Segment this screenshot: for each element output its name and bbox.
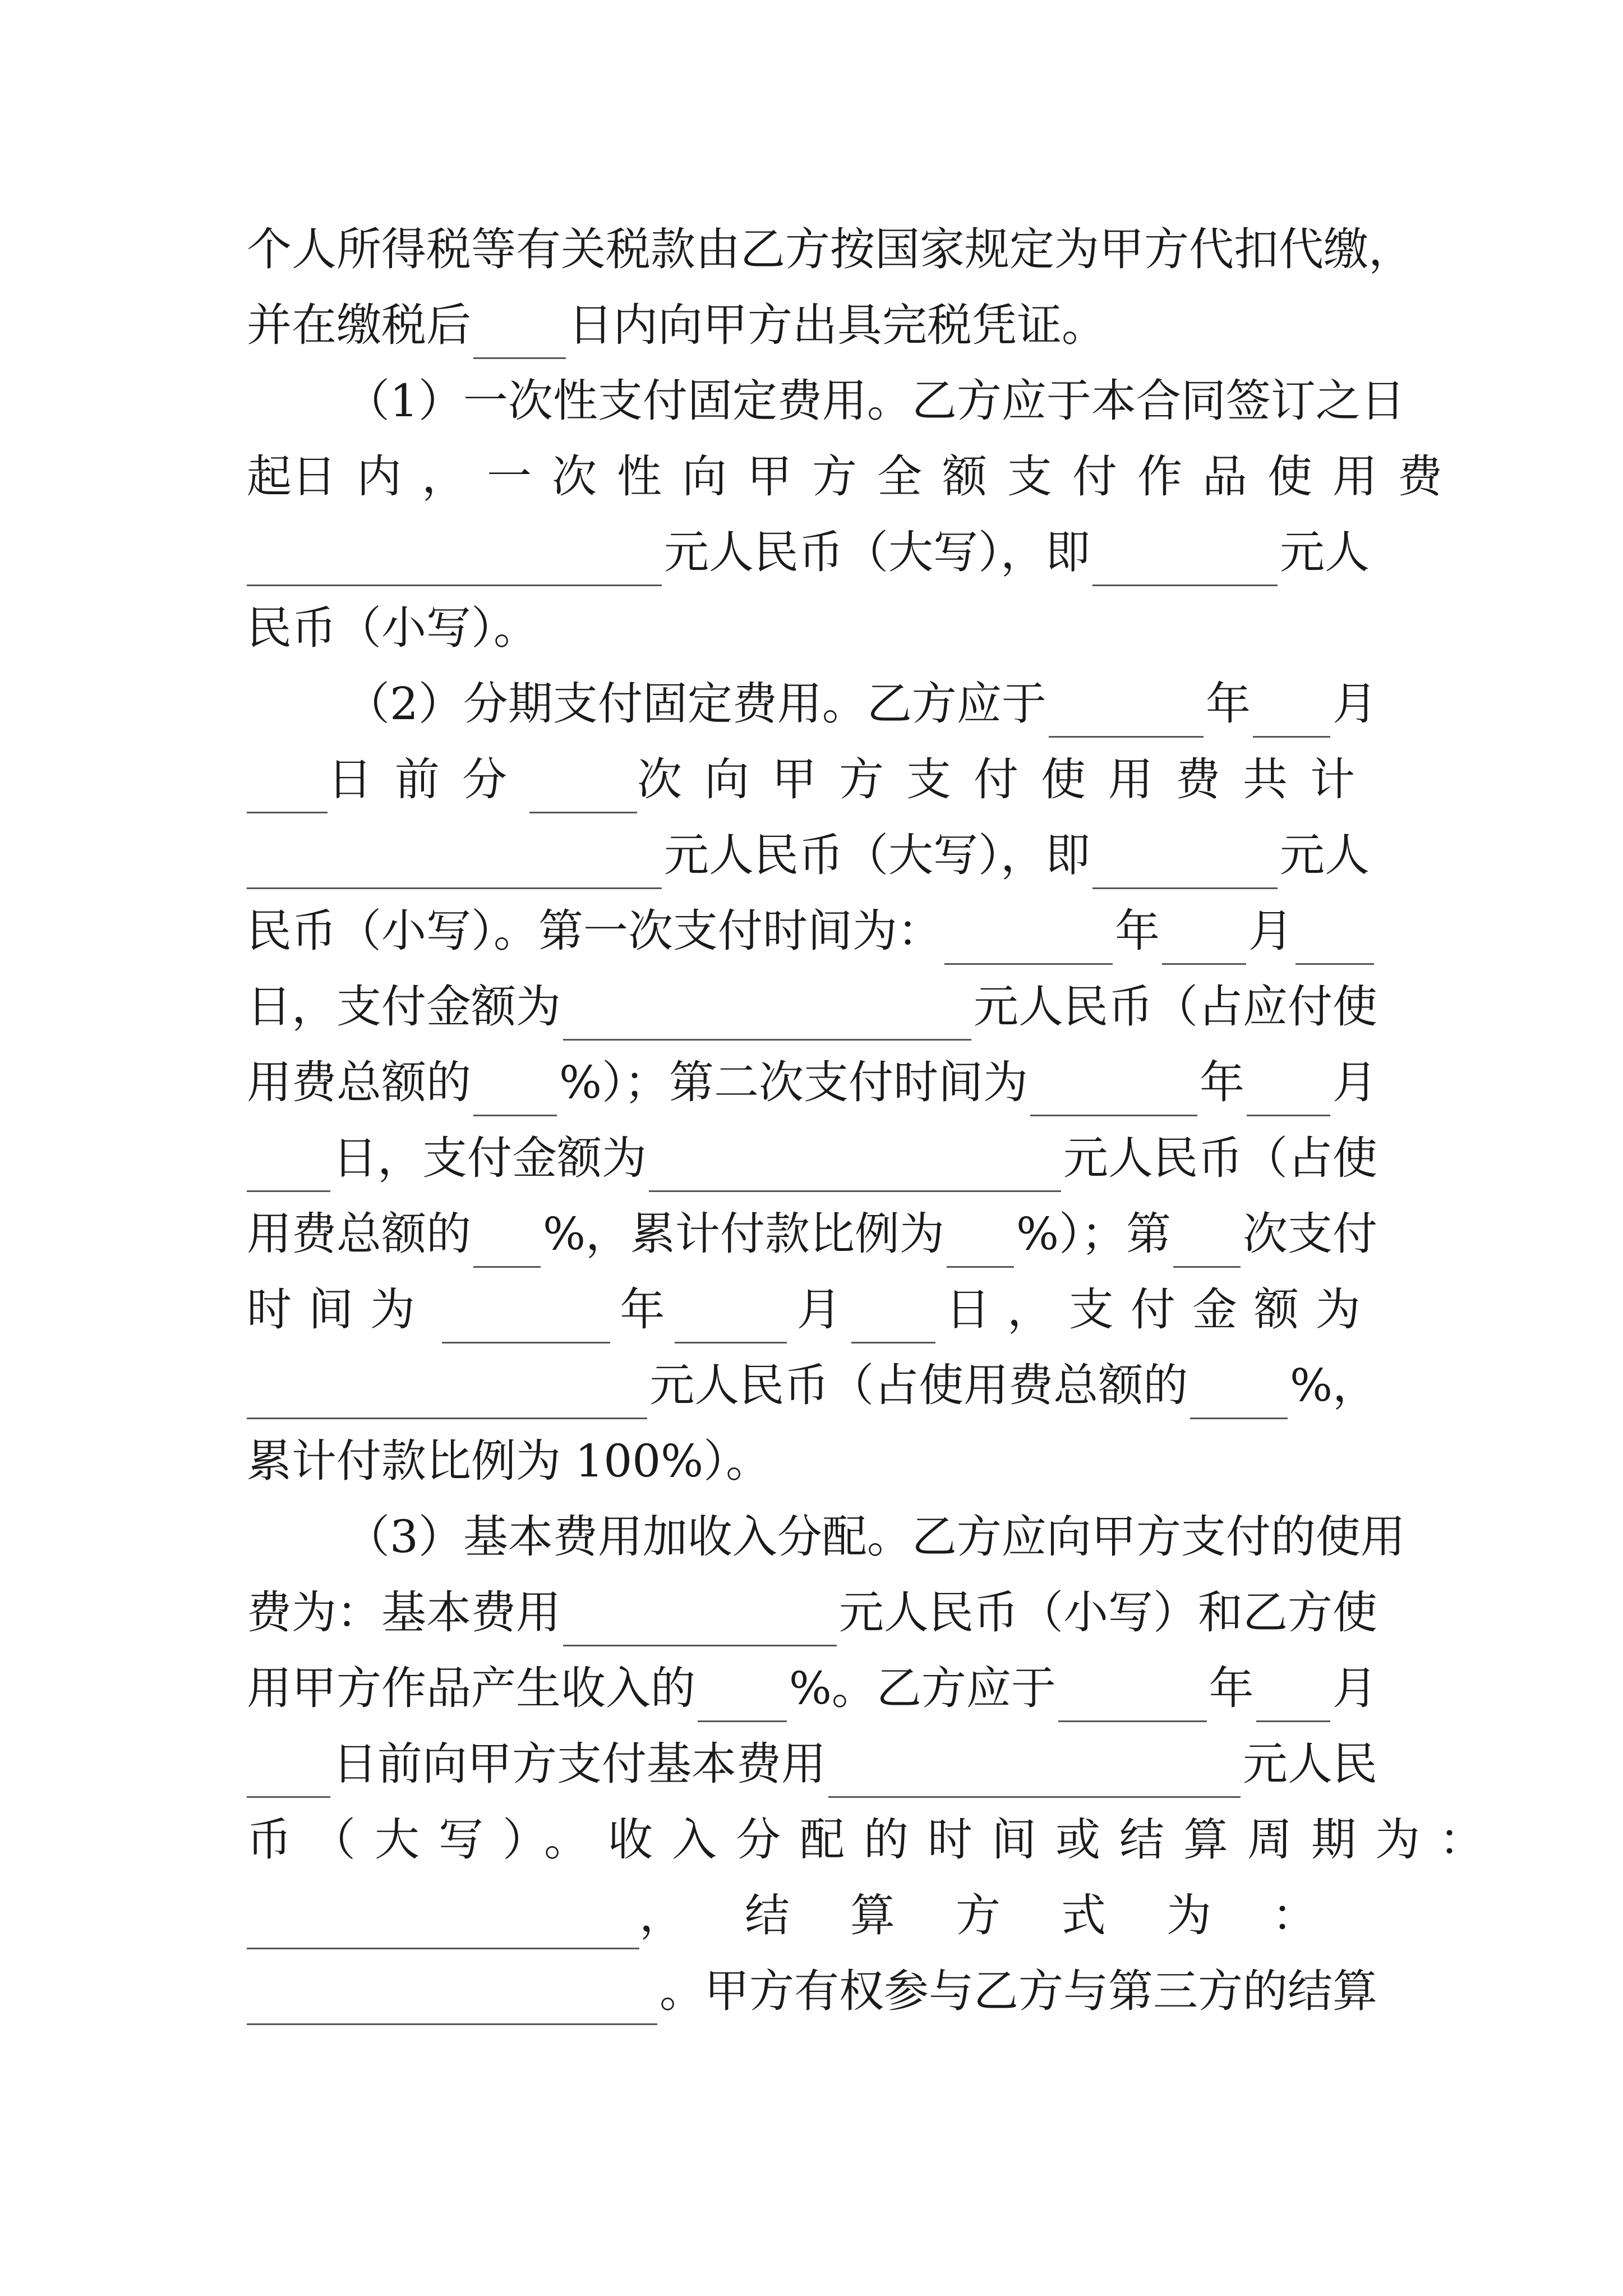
text-segment: 月 xyxy=(1332,1056,1377,1108)
text-segment: %）；第二次支付时间为 xyxy=(559,1056,1029,1108)
text-segment: 累计付款比例为 100%）。 xyxy=(247,1435,771,1487)
fill-blank xyxy=(1058,1667,1207,1722)
fill-blank xyxy=(473,1212,541,1268)
text-segment: 元人民币（大写），即 xyxy=(664,829,1090,881)
fill-blank xyxy=(1253,682,1330,738)
fill-blank xyxy=(247,1970,657,2025)
fill-blank xyxy=(1256,1667,1330,1722)
text-segment: ，结算方式为： xyxy=(639,1889,1377,1941)
text-line xyxy=(247,216,1413,283)
fill-blank xyxy=(247,1742,330,1798)
fill-blank xyxy=(1247,1061,1330,1116)
text-segment: 起 xyxy=(247,450,292,503)
fill-blank xyxy=(698,1667,787,1722)
text-line xyxy=(247,519,1377,586)
text-segment: 次支付 xyxy=(1242,1208,1377,1260)
text-segment: 年 xyxy=(1209,1662,1254,1714)
text-segment: 。甲方有权参与乙方与第三方的结算 xyxy=(660,1965,1377,2017)
fill-blank xyxy=(1092,834,1278,889)
text-segment: （2）分期支付固定费用。乙方应于 xyxy=(345,678,1046,730)
text-segment: 元人民币（占使用费总额的 xyxy=(649,1359,1188,1411)
fill-blank xyxy=(247,1137,330,1192)
text-segment: 用甲方作品产生收入的 xyxy=(247,1662,695,1714)
text-line xyxy=(345,367,1405,435)
text-segment: 月 xyxy=(1332,678,1377,730)
text-segment: 年 xyxy=(620,1283,665,1336)
text-segment: 日，支付金额为 xyxy=(945,1283,1377,1336)
text-segment: 用费总额的 xyxy=(247,1056,471,1108)
text-line xyxy=(247,443,1463,510)
text-line xyxy=(247,1882,1377,1949)
fill-blank xyxy=(851,1288,935,1343)
fill-blank xyxy=(563,985,971,1041)
text-segment: 元人 xyxy=(1280,829,1370,881)
text-segment: 币（大写）。收入分配的时间或结算周期为： xyxy=(247,1814,1503,1866)
text-line xyxy=(247,1352,1377,1419)
text-line xyxy=(247,1125,1377,1192)
text-line xyxy=(247,1049,1377,1116)
text-segment: 元人民 xyxy=(1243,1738,1377,1790)
text-segment: 日，支付金额为 xyxy=(332,1132,647,1184)
text-line xyxy=(247,1958,1377,2025)
text-segment: 日内，一次性向甲方全额支付作品使用费 xyxy=(292,450,1463,503)
text-segment: 日前分 xyxy=(328,753,529,806)
text-segment: 月 xyxy=(796,1283,842,1336)
text-segment: 月 xyxy=(1248,905,1293,957)
fill-blank xyxy=(529,758,637,813)
text-line xyxy=(247,1806,1503,1874)
text-segment: 时间为 xyxy=(247,1283,432,1336)
fill-blank xyxy=(247,531,662,586)
text-line xyxy=(247,746,1377,813)
text-line xyxy=(247,1200,1377,1268)
text-line xyxy=(247,1276,1377,1343)
text-segment: 元人 xyxy=(1280,526,1370,578)
text-line xyxy=(247,973,1377,1041)
text-line xyxy=(247,595,1377,662)
text-segment: %）；第 xyxy=(1016,1208,1171,1260)
text-segment: 年 xyxy=(1115,905,1160,957)
text-segment: 用费总额的 xyxy=(247,1208,471,1260)
fill-blank xyxy=(473,1061,557,1116)
text-segment: 年 xyxy=(1200,1056,1244,1108)
text-segment: 并在缴税后 xyxy=(247,299,471,351)
text-segment: 元人民币（占使 xyxy=(1063,1132,1377,1184)
fill-blank xyxy=(1190,1364,1288,1419)
text-line xyxy=(345,670,1377,738)
text-segment: 次向甲方支付使用费共计 xyxy=(637,753,1377,806)
text-segment: %，累计付款比例为 xyxy=(542,1208,944,1260)
fill-blank xyxy=(1092,531,1278,586)
text-line xyxy=(247,1731,1377,1798)
fill-blank xyxy=(247,1364,647,1419)
text-segment: （3）基本费用加收入分配。乙方应向甲方支付的使用 xyxy=(345,1511,1405,1563)
fill-blank xyxy=(247,834,662,889)
fill-blank xyxy=(1295,909,1374,965)
fill-blank xyxy=(1049,682,1204,738)
text-segment: 日前向甲方支付基本费用 xyxy=(332,1738,826,1790)
text-line xyxy=(247,822,1377,889)
fill-blank xyxy=(1173,1212,1241,1268)
text-segment: 元人民币（小写）和乙方使 xyxy=(839,1586,1377,1639)
fill-blank xyxy=(247,1894,639,1949)
text-segment: 日，支付金额为 xyxy=(247,981,561,1033)
text-segment: 民币（小写）。第一次支付时间为： xyxy=(247,905,942,957)
text-line xyxy=(247,292,1377,359)
text-segment: 月 xyxy=(1332,1662,1377,1714)
fill-blank xyxy=(473,303,566,359)
text-line xyxy=(247,1579,1377,1646)
text-segment: 民币（小写）。 xyxy=(247,602,538,654)
text-segment: 日内向甲方出具完税凭证。 xyxy=(568,299,1106,351)
text-segment: 个人所得税等有关税款由乙方按国家规定为甲方代扣代缴， xyxy=(247,223,1413,275)
fill-blank xyxy=(442,1288,610,1343)
fill-blank xyxy=(828,1742,1241,1798)
fill-blank xyxy=(563,1591,837,1646)
fill-blank xyxy=(947,1212,1014,1268)
text-segment: %。乙方应于 xyxy=(789,1662,1056,1714)
text-line xyxy=(345,1503,1405,1571)
text-line xyxy=(247,898,1377,965)
text-segment: %， xyxy=(1289,1359,1377,1411)
fill-blank xyxy=(649,1137,1061,1192)
fill-blank xyxy=(944,909,1113,965)
text-segment: （1）一次性支付固定费用。乙方应于本合同签订之日 xyxy=(345,375,1405,427)
fill-blank xyxy=(1162,909,1246,965)
text-segment: 元人民币（占应付使 xyxy=(974,981,1377,1033)
fill-blank xyxy=(247,758,328,813)
text-segment: 元人民币（大写），即 xyxy=(664,526,1090,578)
text-line xyxy=(247,1655,1377,1722)
text-line xyxy=(247,1428,1377,1495)
fill-blank xyxy=(675,1288,787,1343)
text-segment: 费为：基本费用 xyxy=(247,1586,561,1639)
fill-blank xyxy=(1030,1061,1197,1116)
text-segment: 年 xyxy=(1205,678,1251,730)
